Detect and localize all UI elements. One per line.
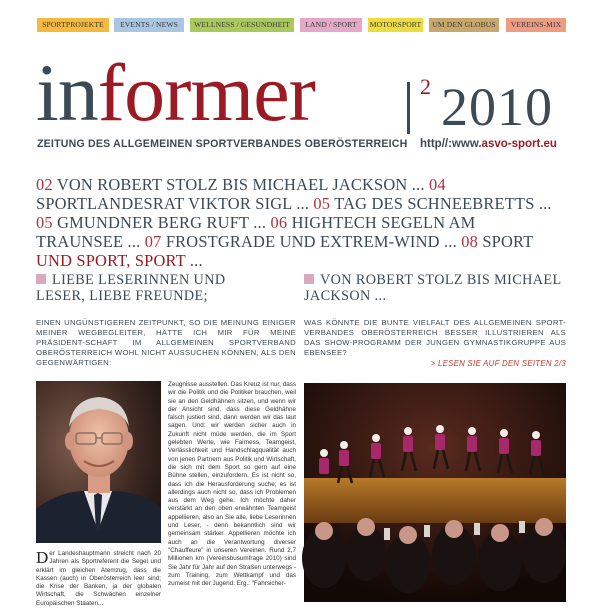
stage-illustration bbox=[304, 383, 566, 602]
toc-item-title[interactable]: FROSTGRADE UND EXTREM-WIND bbox=[165, 232, 440, 251]
toc-item-title[interactable]: VON ROBERT STOLZ BIS MICHAEL JACKSON bbox=[56, 175, 408, 194]
toc-separator: ... bbox=[127, 232, 141, 251]
url-prefix: http//:www. bbox=[420, 138, 482, 150]
tab-motorsport[interactable]: MOTORSPORT bbox=[368, 18, 423, 32]
toc-separator: ... bbox=[189, 251, 203, 270]
toc-item-number: 08 bbox=[461, 232, 478, 251]
toc-separator: ... bbox=[443, 232, 457, 251]
left-article-column-text: Zeugnisse ausstellen. Das Kreuz ist nur, dass wir die Politik und die Politiker brauchen, weil sie an den Geldhähnen sitzen, und wenn wir der Ansicht sind, dass diese Geldhähne falsch justiert sind, dann werden wir das laut sagen. Und: wir werden sicher auch in Zukunft nicht müde werden, die im Sport gelebten Werte, wie Fairness, Teamgeist, Verlässlichkeit und Handschlagqualität auch von jenen Partnern aus Politik und Wirtschaft, die sich mit dem Sport so gern auf eine Bühne stellen, einzufordern. Es ist nicht so, dass ich die Herausforderung suche; es ist allerdings auch nicht so, dass ich Problemen aus dem Weg gehe. Ich möchte daher verstärkt an den oben erwähnten Teamgeist appellieren, also an Sie alle, liebe Leserinnen und Leser, - denn bekanntlich sind wir gemeinsam stärker. Appellieren möchte ich auch an die Verantwortung diverser "Chauffeure" in unseren Vereinen. Rund 2,7 Millionen km (Vereinsbusumfrage 2010) sind Sie Jahr für Jahr auf den Straßen unterwegs - zum Training, zum Wettkampf und das zumeist mit der Jugend. Erg.: "Fahrsicher- bbox=[168, 381, 296, 588]
logo-former: former bbox=[97, 47, 315, 138]
toc-item-number: 05 bbox=[36, 213, 53, 232]
toc-item-number: 05 bbox=[313, 194, 331, 213]
toc-item-number: 04 bbox=[428, 175, 446, 194]
toc-item-title-accent[interactable]: UND SPORT, SPORT bbox=[36, 251, 186, 270]
toc-item-title[interactable]: SPORT bbox=[482, 232, 534, 251]
tab-um-den-globus[interactable]: UM DEN GLOBUS bbox=[429, 18, 499, 32]
toc-separator: ... bbox=[253, 213, 267, 232]
issue-number: 2 bbox=[420, 74, 431, 99]
gymnastics-show-photo bbox=[304, 383, 566, 602]
left-heading-text: LIEBE LESERINNEN UND LESER, LIEBE FREUNDE; bbox=[36, 272, 226, 304]
right-article-heading bbox=[304, 272, 566, 304]
masthead bbox=[36, 46, 576, 156]
toc-item-number: 07 bbox=[144, 232, 162, 251]
url-domain: asvo-sport.eu bbox=[481, 138, 557, 150]
president-portrait-photo bbox=[36, 381, 161, 543]
toc-item-title[interactable]: GMUNDNER BERG RUFT bbox=[57, 213, 249, 232]
toc-separator: ... bbox=[538, 194, 552, 213]
read-more-link[interactable]: > LESEN SIE AUF DEN SEITEN 2/3 bbox=[430, 359, 566, 368]
left-article-intro: EINEN UNGÜNSTIGEREN ZEITPUNKT, SO DIE MEINUNG EINIGER MEINER WEGBEGLEITER, HÄTTE ICH MIR FÜR MEINE PRÄSIDENT-SCHAFT IM ALLGEMEINEN SPORTVERBAND OBERÖSTERREICH WOHL NICHT AUSSUCHEN KÖNNEN, ALS DEN GEGENWÄRTIGEN: bbox=[36, 318, 296, 367]
website-url[interactable] bbox=[420, 138, 557, 150]
tab-vereins-mix[interactable]: VEREINS-MIX bbox=[506, 18, 566, 32]
toc-item-title[interactable]: TAG DES SCHNEEBRETTS bbox=[334, 194, 535, 213]
toc-separator: ... bbox=[296, 194, 310, 213]
drop-cap: D bbox=[36, 548, 49, 567]
table-of-contents bbox=[36, 175, 566, 270]
toc-item-title[interactable]: HIGHTECH SEGELN AM TRAUNSEE bbox=[36, 213, 476, 251]
heading-square-icon bbox=[36, 274, 46, 284]
masthead-subtitle: ZEITUNG DES ALLGEMEINEN SPORTVERBANDES OBERÖSTERREICH bbox=[37, 138, 408, 150]
tab-land-sport[interactable]: LAND / SPORT bbox=[300, 18, 362, 32]
tab-wellness-gesundheit[interactable]: WELLNESS / GESUNDHEIT bbox=[190, 18, 294, 32]
toc-item-number: 02 bbox=[36, 175, 53, 194]
left-article-heading bbox=[36, 272, 276, 304]
right-article-intro: WAS KÖNNTE DIE BUNTE VIELFALT DES ALLGEMEINEN SPORT-VERBANDES OBERÖSTERREICH BESSER ILLUSTRIEREN ALS DAS SHOW-PROGRAMM DER JUNGEN GYMNASTIKGRUPPE AUS EBENSEE? bbox=[304, 318, 566, 357]
tab-sportprojekte[interactable]: SPORTPROJEKTE bbox=[37, 18, 109, 32]
lead-text-body: er Landeshauptmann streicht nach 20 Jahren als Sportreferent die Segel und erklärt im gleichen Atemzug, dass die Kassen (auch) in Oberösterreich leer sind; die Krise der Banken, ja der globalen Wirtschaft, die Schwächen einzelner Europäischen Staaten... bbox=[36, 550, 161, 607]
left-article-lead-text bbox=[36, 550, 161, 608]
right-heading-text: VON ROBERT STOLZ BIS MICHAEL JACKSON ... bbox=[304, 272, 562, 304]
masthead-divider bbox=[407, 82, 410, 134]
heading-square-icon bbox=[304, 274, 314, 284]
portrait-illustration bbox=[36, 381, 161, 543]
issue-year: 2010 bbox=[441, 77, 553, 137]
toc-item-title[interactable]: SPORTLANDESRAT VIKTOR SIGL bbox=[36, 194, 292, 213]
informer-logo bbox=[36, 47, 315, 138]
toc-separator: ... bbox=[411, 175, 425, 194]
toc-item-number: 06 bbox=[270, 213, 288, 232]
logo-in: in bbox=[36, 47, 98, 138]
tab-events-news[interactable]: EVENTS / NEWS bbox=[114, 18, 184, 32]
